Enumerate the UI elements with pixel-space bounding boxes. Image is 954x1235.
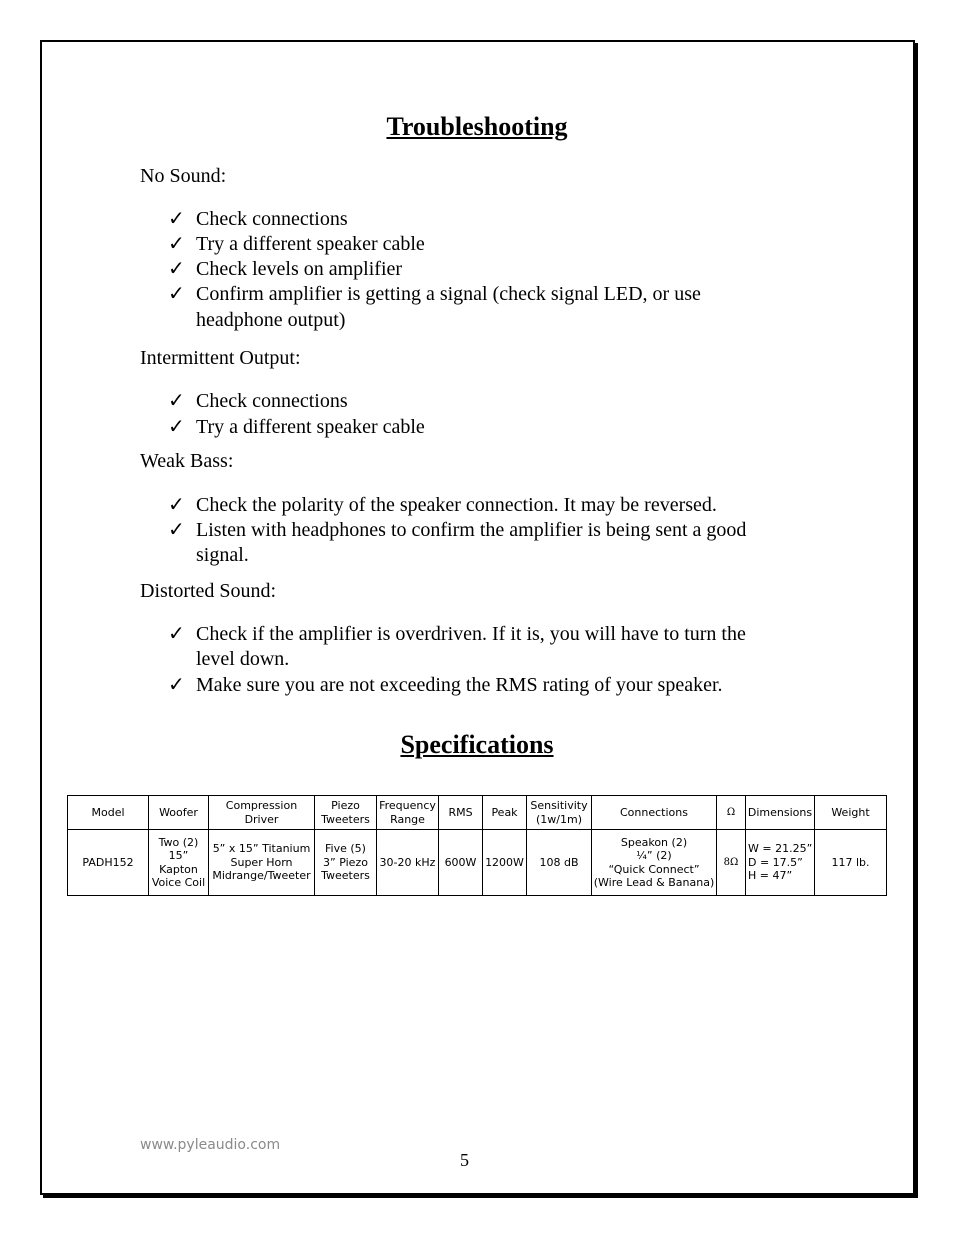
list-item: ✓ Confirm amplifier is getting a signal (check signal LED, or use: [168, 283, 701, 305]
list-item: ✓ Check levels on amplifier: [168, 258, 403, 280]
checkmark-icon: ✓: [168, 390, 185, 412]
list-item: ✓ Check the polarity of the speaker connection. It may be reversed.: [168, 494, 717, 516]
header-impedance: Ω: [717, 796, 746, 830]
checkmark-icon: ✓: [168, 258, 185, 280]
checkmark-icon: ✓: [168, 233, 185, 255]
cell-piezo-tweeters: Five (5) 3” Piezo Tweeters: [315, 830, 377, 896]
header-piezo-tweeters: Piezo Tweeters: [315, 796, 377, 830]
list-item: ✓ Check if the amplifier is overdriven. If it is, you will have to turn the: [168, 623, 746, 645]
table-header-row: [68, 796, 887, 830]
cell-model: PADH152: [68, 830, 149, 896]
header-sensitivity: Sensitivity (1w/1m): [527, 796, 592, 830]
header-weight: Weight: [815, 796, 887, 830]
checkmark-icon: ✓: [168, 283, 185, 305]
list-item: ✓ Check connections: [168, 208, 348, 230]
list-item: ✓ Listen with headphones to confirm the amplifier is being sent a good: [168, 519, 747, 541]
list-item: ✓ Make sure you are not exceeding the RMS rating of your speaker.: [168, 674, 723, 696]
header-connections: Connections: [592, 796, 717, 830]
cell-compression-driver: 5” x 15” Titanium Super Horn Midrange/Tweeter: [209, 830, 315, 896]
cell-connections: Speakon (2) ¼” (2) “Quick Connect” (Wire Lead & Banana): [592, 830, 717, 896]
section-distorted-sound: Distorted Sound:: [140, 580, 277, 602]
section-weak-bass: Weak Bass:: [140, 450, 234, 472]
checkmark-icon: ✓: [168, 623, 185, 645]
section-intermittent-output: Intermittent Output:: [140, 347, 301, 369]
header-peak: Peak: [483, 796, 527, 830]
header-rms: RMS: [439, 796, 483, 830]
cell-frequency-range: 30-20 kHz: [377, 830, 439, 896]
cell-peak: 1200W: [483, 830, 527, 896]
checkmark-icon: ✓: [168, 674, 185, 696]
checkmark-icon: ✓: [168, 519, 185, 541]
cell-weight: 117 lb.: [815, 830, 887, 896]
checkmark-icon: ✓: [168, 416, 185, 438]
checkmark-icon: ✓: [168, 494, 185, 516]
header-compression-driver: Compression Driver: [209, 796, 315, 830]
list-item: ✓ Try a different speaker cable: [168, 416, 425, 438]
list-item-continuation: level down.: [196, 648, 290, 670]
page-number: 5: [460, 1150, 469, 1170]
table-row: [68, 830, 887, 896]
cell-impedance: 8Ω: [717, 830, 746, 896]
list-item-continuation: signal.: [196, 544, 249, 566]
website-url[interactable]: www.pyleaudio.com: [140, 1137, 281, 1153]
header-dimensions: Dimensions: [746, 796, 815, 830]
list-item: ✓ Check connections: [168, 390, 348, 412]
troubleshooting-heading: Troubleshooting: [386, 112, 568, 141]
section-no-sound: No Sound:: [140, 165, 227, 187]
list-item: ✓ Try a different speaker cable: [168, 233, 425, 255]
header-frequency-range: Frequency Range: [377, 796, 439, 830]
cell-rms: 600W: [439, 830, 483, 896]
cell-sensitivity: 108 dB: [527, 830, 592, 896]
checkmark-icon: ✓: [168, 208, 185, 230]
list-item-continuation: headphone output): [196, 309, 346, 331]
specifications-table: [67, 795, 887, 896]
cell-dimensions: W = 21.25” D = 17.5” H = 47”: [746, 830, 815, 896]
specifications-heading: Specifications: [400, 730, 554, 759]
header-model: Model: [68, 796, 149, 830]
header-woofer: Woofer: [149, 796, 209, 830]
cell-woofer: Two (2) 15” Kapton Voice Coil: [149, 830, 209, 896]
